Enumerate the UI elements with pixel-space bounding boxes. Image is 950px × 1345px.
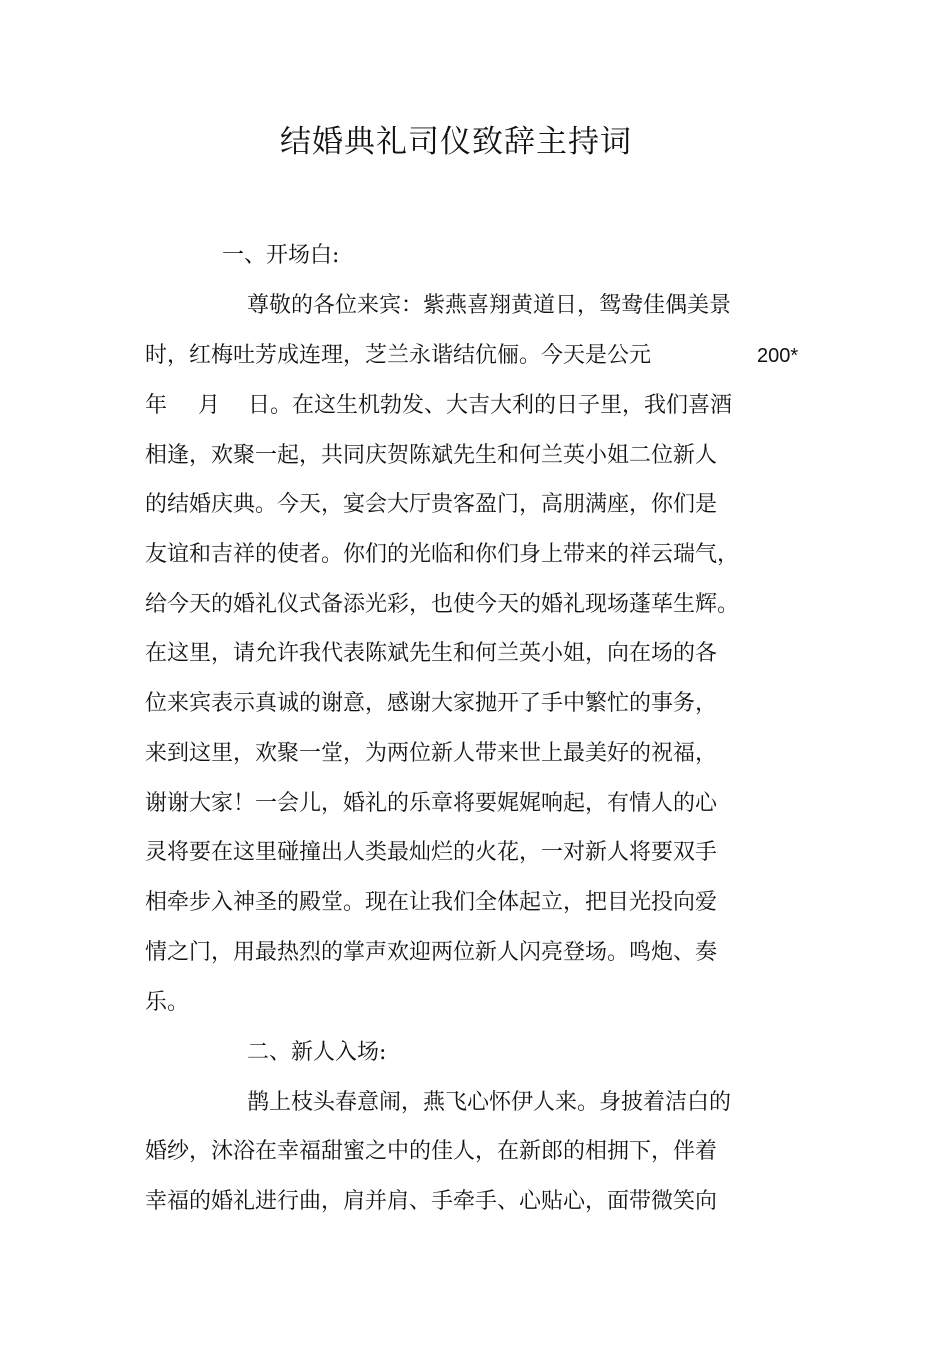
page-title: 结婚典礼司仪致辞主持词 — [280, 124, 632, 160]
year-label: 年 — [145, 393, 168, 418]
paragraph-line: 来到这里，欢聚一堂，为两位新人带来世上最美好的祝福， — [145, 741, 718, 766]
day-text: 日。在这生机勃发、大吉大利的日子里，我们喜酒 — [248, 393, 733, 418]
paragraph-line: 友谊和吉祥的使者。你们的光临和你们身上带来的祥云瑞气， — [145, 542, 740, 567]
month-label: 月 — [198, 393, 221, 418]
paragraph-line: 相逢，欢聚一起，共同庆贺陈斌先生和何兰英小姐二位新人 — [145, 443, 718, 468]
paragraph-line: 谢谢大家！一会儿，婚礼的乐章将要娓娓响起，有情人的心 — [145, 791, 718, 816]
paragraph-line: 灵将要在这里碰撞出人类最灿烂的火花，一对新人将要双手 — [145, 840, 718, 865]
paragraph-line: 在这里，请允许我代表陈斌先生和何兰英小姐，向在场的各 — [145, 641, 718, 666]
year-value: 200* — [757, 345, 799, 367]
paragraph-line: 位来宾表示真诚的谢意，感谢大家抛开了手中繁忙的事务， — [145, 691, 718, 716]
paragraph-line: 鹊上枝头春意闹，燕飞心怀伊人来。身披着洁白的 — [247, 1090, 732, 1115]
paragraph-line: 的结婚庆典。今天，宴会大厅贵客盈门，高朋满座，你们是 — [145, 492, 718, 517]
paragraph-line: 幸福的婚礼进行曲，肩并肩、手牵手、心贴心，面带微笑向 — [145, 1189, 718, 1214]
paragraph-line: 乐。 — [145, 990, 190, 1015]
section-heading-entrance: 二、新人入场: — [247, 1040, 387, 1065]
paragraph-line: 尊敬的各位来宾：紫燕喜翔黄道日，鸳鸯佳偶美景 — [247, 293, 732, 318]
paragraph-line: 情之门，用最热烈的掌声欢迎两位新人闪亮登场。鸣炮、奏 — [145, 940, 718, 965]
paragraph-line: 给今天的婚礼仪式备添光彩，也使今天的婚礼现场蓬荜生辉。 — [145, 592, 740, 617]
paragraph-line: 时，红梅吐芳成连理，芝兰永谐结伉俪。今天是公元 — [145, 343, 652, 368]
paragraph-line: 婚纱，沐浴在幸福甜蜜之中的佳人，在新郎的相拥下，伴着 — [145, 1139, 718, 1164]
section-heading-opening: 一、开场白: — [222, 243, 340, 268]
paragraph-line: 相牵步入神圣的殿堂。现在让我们全体起立，把目光投向爱 — [145, 890, 718, 915]
